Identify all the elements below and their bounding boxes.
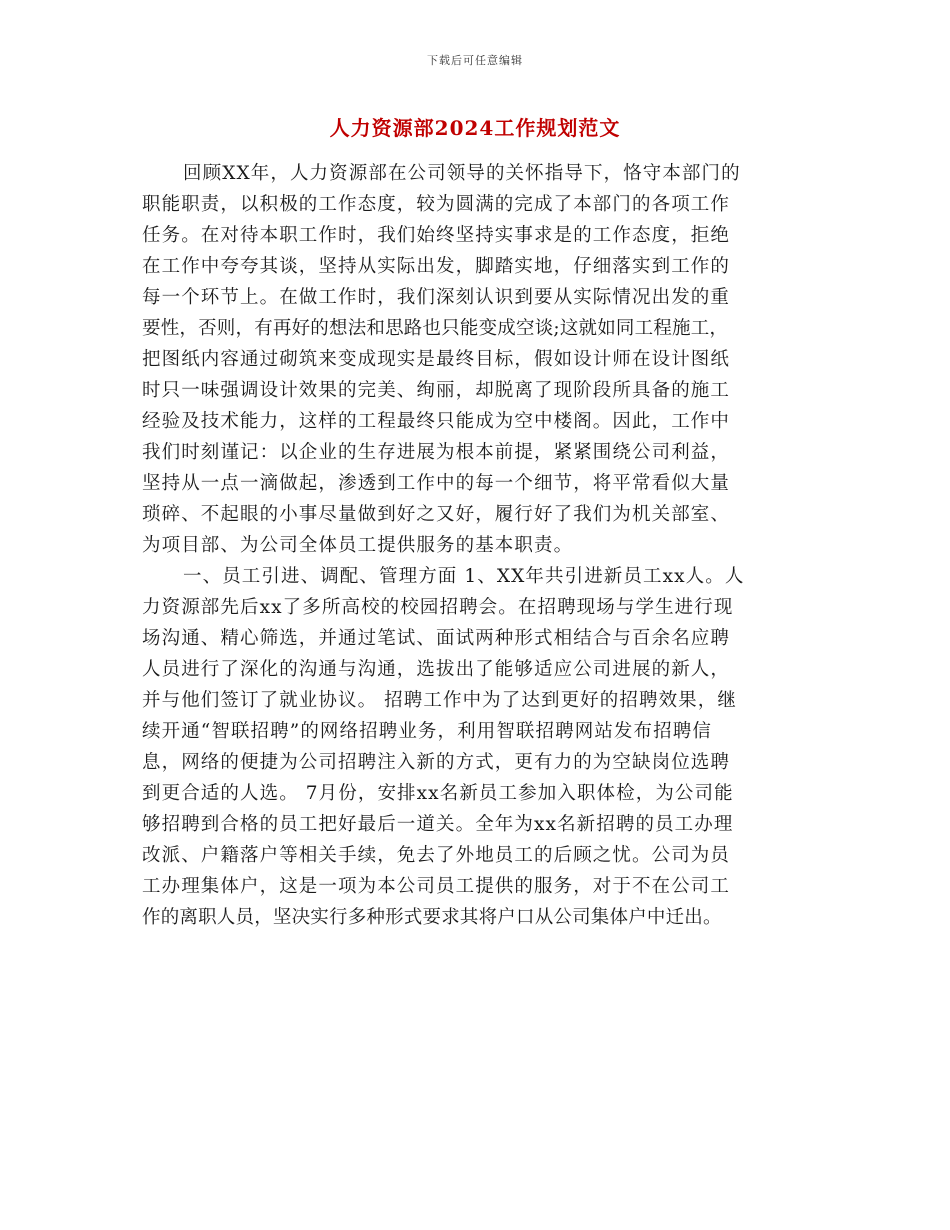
text-line: 改派、户籍落户等相关手续，免去了外地员工的后顾之忧。公司为员: [142, 845, 731, 866]
text-line: 要性，否则，有再好的想法和思路也只能变成空谈;这就如同工程施工，: [142, 318, 729, 339]
paragraph-review: [142, 158, 812, 561]
text-line: 每一个环节上。在做工作时，我们深刻认识到要从实际情况出发的重: [142, 287, 731, 308]
text-line: 场沟通、精心筛选，并通过笔试、面试两种形式相结合与百余名应聘: [142, 628, 731, 649]
text-line: 人员进行了深化的沟通与沟通，选拔出了能够适应公司进展的新人，: [142, 659, 731, 680]
text-line: 并与他们签订了就业协议。 招聘工作中为了达到更好的招聘效果，继: [142, 690, 737, 711]
text-line: 时只一味强调设计效果的完美、绚丽，却脱离了现阶段所具备的施工: [142, 380, 731, 401]
text-line: 工办理集体户，这是一项为本公司员工提供的服务，对于不在公司工: [142, 876, 731, 897]
text-line: 琐碎、不起眼的小事尽量做到好之又好，履行好了我们为机关部室、: [142, 504, 731, 525]
text-line: 职能职责，以积极的工作态度，较为圆满的完成了本部门的各项工作: [142, 194, 731, 215]
text-line: 为项目部、为公司全体员工提供服务的基本职责。: [142, 535, 574, 556]
text-line: 任务。在对待本职工作时，我们始终坚持实事求是的工作态度，拒绝: [142, 225, 731, 246]
page-header: 下载后可任意编辑: [427, 54, 523, 67]
document-body: [142, 158, 812, 933]
text-line: 回顾XX年，人力资源部在公司领导的关怀指导下，恪守本部门的: [183, 163, 741, 184]
text-line: 够招聘到合格的员工把好最后一道关。全年为xx名新招聘的员工办理: [142, 814, 734, 835]
paragraph-recruitment: [142, 561, 812, 933]
text-line: 经验及技术能力，这样的工程最终只能成为空中楼阁。因此，工作中: [142, 411, 731, 432]
text-line: 在工作中夸夸其谈，坚持从实际出发，脚踏实地，仔细落实到工作的: [142, 256, 731, 277]
text-line: 我们时刻谨记：以企业的生存进展为根本前提，紧紧围绕公司利益，: [142, 442, 731, 463]
text-line: 作的离职人员，坚决实行多种形式要求其将户口从公司集体户中迁出。: [142, 907, 722, 928]
text-line: 力资源部先后xx了多所高校的校园招聘会。在招聘现场与学生进行现: [142, 597, 734, 618]
text-line: 息，网络的便捷为公司招聘注入新的方式，更有力的为空缺岗位选聘: [142, 752, 731, 773]
text-line: 到更合适的人选。 7月份，安排xx名新员工参加入职体检，为公司能: [142, 783, 734, 804]
text-line: 一、员工引进、调配、管理方面 1、XX年共引进新员工xx人。人: [183, 566, 745, 587]
text-line: 坚持从一点一滴做起，渗透到工作中的每一个细节，将平常看似大量: [142, 473, 731, 494]
text-line: 续开通“智联招聘”的网络招聘业务，利用智联招聘网站发布招聘信: [142, 721, 712, 742]
text-line: 把图纸内容通过砌筑来变成现实是最终目标，假如设计师在设计图纸: [142, 349, 731, 370]
document-title: 人力资源部2024工作规划范文: [329, 116, 621, 140]
